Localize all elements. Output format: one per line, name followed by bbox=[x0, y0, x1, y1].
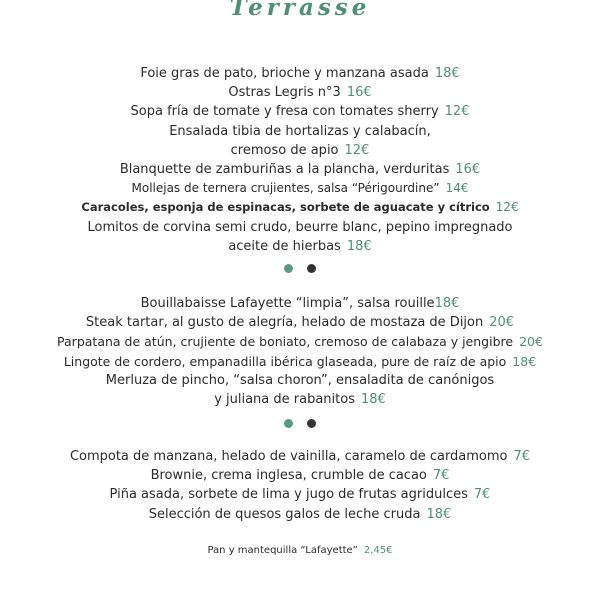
item-name: Piña asada, sorbete de lima y jugo de frutas agridulces bbox=[109, 487, 468, 503]
item-price: 18€ bbox=[512, 353, 537, 369]
menu-item bbox=[0, 505, 600, 524]
menu-item bbox=[0, 218, 600, 237]
item-name: Lomitos de corvina semi crudo, beurre blanc, pepino impregnado bbox=[87, 219, 513, 235]
divider-dots bbox=[0, 419, 600, 431]
dark-dot-icon bbox=[307, 264, 316, 273]
item-name: Lingote de cordero, empanadilla ibérica glaseada, pure de raíz de apio bbox=[63, 353, 507, 369]
item-name: Ensalada tibia de hortalizas y calabacín, bbox=[169, 123, 431, 139]
menu-item bbox=[0, 371, 600, 390]
item-name: Compota de manzana, helado de vainilla, caramelo de cardamomo bbox=[69, 449, 508, 464]
item-name: Mollejas de ternera crujientes, salsa “Périgourdine” bbox=[131, 181, 440, 196]
item-name: Parpatana de atún, crujiente de boniato, cremoso de calabaza y jengibre bbox=[57, 334, 514, 350]
item-name: Ostras Legris n°3 bbox=[228, 85, 341, 101]
menu-item bbox=[0, 141, 600, 160]
menu-item bbox=[0, 485, 600, 504]
item-price: 16€ bbox=[346, 85, 372, 101]
menu-item bbox=[0, 83, 600, 102]
item-price: 14€ bbox=[445, 181, 469, 196]
menu-item bbox=[0, 160, 600, 179]
item-price: 18€ bbox=[434, 66, 460, 81]
item-price: 18€ bbox=[434, 296, 460, 311]
item-price: 12€ bbox=[495, 200, 519, 215]
item-price: 18€ bbox=[360, 391, 386, 407]
item-name: aceite de hierbas bbox=[228, 238, 341, 254]
item-name: Foie gras de pato, brioche y manzana asada bbox=[140, 66, 429, 81]
item-name: Caracoles, esponja de espinacas, sorbete de aguacate y cítrico bbox=[81, 200, 490, 215]
footer-price: 2,45€ bbox=[363, 545, 393, 556]
menu-item bbox=[0, 313, 600, 332]
menu-title: Terrasse bbox=[229, 0, 371, 21]
menu-item bbox=[0, 102, 600, 121]
item-name: Merluza de pincho, “salsa choron”, ensaladita de canónigos bbox=[105, 372, 495, 388]
item-price: 16€ bbox=[455, 161, 481, 177]
item-name: Brownie, crema inglesa, crumble de cacao bbox=[150, 468, 427, 484]
menu-item bbox=[0, 237, 600, 256]
menu-item bbox=[0, 466, 600, 485]
footer-name: Pan y mantequilla “Lafayette” bbox=[207, 545, 358, 556]
item-name: Blanquette de zamburiñas a la plancha, verduritas bbox=[119, 161, 450, 177]
mains-section bbox=[0, 294, 600, 409]
menu-item bbox=[0, 122, 600, 141]
item-price: 20€ bbox=[489, 315, 515, 331]
item-price: 12€ bbox=[344, 142, 370, 158]
item-name: Selección de quesos galos de leche cruda bbox=[148, 506, 421, 522]
item-price: 20€ bbox=[519, 334, 543, 350]
item-price: 7€ bbox=[473, 487, 491, 503]
item-price: 7€ bbox=[432, 468, 450, 484]
menu-item bbox=[0, 179, 600, 198]
dark-dot-icon bbox=[307, 419, 316, 428]
item-name: Bouillabaisse Lafayette “limpia”, salsa rouille bbox=[140, 296, 435, 311]
green-dot-icon bbox=[284, 419, 293, 428]
item-price: 18€ bbox=[426, 506, 452, 522]
item-price: 18€ bbox=[346, 238, 372, 254]
menu-item bbox=[0, 332, 600, 351]
item-name: Steak tartar, al gusto de alegría, helado de mostaza de Dijon bbox=[85, 315, 484, 331]
divider-dots bbox=[0, 264, 600, 276]
menu-item bbox=[0, 294, 600, 313]
item-name: Sopa fría de tomate y fresa con tomates sherry bbox=[130, 104, 439, 120]
green-dot-icon bbox=[284, 264, 293, 273]
desserts-section bbox=[0, 447, 600, 524]
bread-butter-note bbox=[0, 545, 600, 556]
item-price: 12€ bbox=[444, 104, 470, 120]
menu-item bbox=[0, 390, 600, 409]
item-price: 7€ bbox=[513, 449, 531, 464]
menu-item bbox=[0, 352, 600, 371]
item-name: cremoso de apio bbox=[230, 142, 339, 158]
menu-item bbox=[0, 64, 600, 83]
menu-item bbox=[0, 198, 600, 217]
item-name: y juliana de rabanitos bbox=[214, 391, 355, 407]
starters-section bbox=[0, 64, 600, 256]
menu-item bbox=[0, 447, 600, 466]
